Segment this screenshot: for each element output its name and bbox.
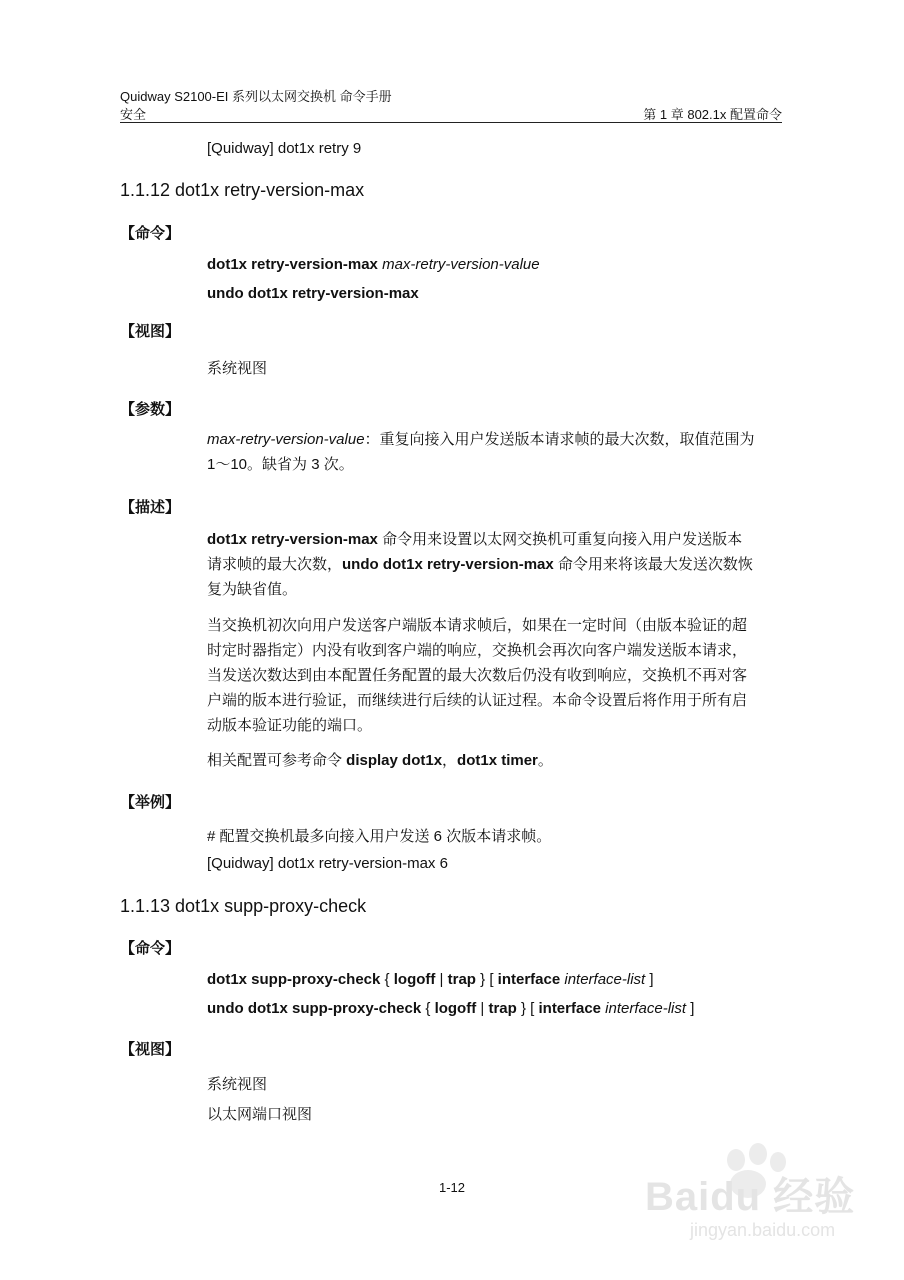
header-divider [120,122,782,123]
c1-bracket-close: ] [645,971,654,988]
example-command: [Quidway] dot1x retry-version-max 6 [207,855,448,872]
c1-brace-open: { [380,971,394,988]
command2-line-2 [207,1000,694,1017]
desc-text-1: 命令用来设置以太网交换机可重复向接入用户发送版本 [377,531,743,548]
tag-params: 【参数】 [120,401,181,418]
c1-interface: interface [497,971,561,988]
c1-logoff: logoff [393,971,436,988]
desc-text-3: 命令用来将该最大发送次数恢 [553,556,753,573]
command-param: max-retry-version-value [382,256,540,273]
top-example: [Quidway] dot1x retry 9 [207,140,362,157]
desc3-cmd-2: dot1x timer [457,752,538,769]
section-heading-1-1-13: 1.1.13 dot1x supp-proxy-check [120,896,367,916]
view2-text-1: 系统视图 [207,1076,268,1093]
desc2-line-5: 动版本验证功能的端口。 [207,717,373,734]
desc3-text-2: ， [442,752,458,769]
params-text [207,427,784,477]
desc-text-4: 复为缺省值。 [207,581,298,598]
c1-brace-close: } [ [475,971,498,988]
section-heading-1-1-12: 1.1.12 dot1x retry-version-max [120,180,365,200]
header-chapter: 第 1 章 802.1x 配置命令 [643,107,782,122]
desc2-line-4: 户端的版本进行验证，而继续进行后续的认证过程。本命令设置后将作用于所有启 [207,692,748,709]
page-number: 1-12 [438,1180,466,1195]
desc3-text-3: 。 [537,752,553,769]
description-para-3 [207,748,784,773]
c2-brace-close: } [ [516,1000,539,1017]
desc-cmd-2: undo dot1x retry-version-max [342,556,554,573]
view2-text-2: 以太网端口视图 [207,1106,313,1123]
c1-interface-list: interface-list [560,971,646,988]
command-line-2 [207,285,419,302]
command2-line-1 [207,971,654,988]
desc2-line-3: 当发送次数达到由本配置任务配置的最大次数后仍没有收到响应，交换机不再对客 [207,667,748,684]
command-undo: undo dot1x retry-version-max [207,285,419,302]
watermark-url: jingyan.baidu.com [690,1220,836,1240]
header-title: Quidway S2100-EI 系列以太网交换机 命令手册 [120,89,392,104]
c2-bracket-close: ] [686,1000,695,1017]
command-line-1 [207,256,540,273]
command-keyword: dot1x retry-version-max [207,256,378,273]
c2-interface: interface [538,1000,602,1017]
tag-description: 【描述】 [120,499,181,516]
watermark-brand: Baidu 经验 [645,1175,856,1219]
param-name: max-retry-version-value [207,431,365,448]
description-para-1 [207,527,784,602]
example-comment: # 配置交换机最多向接入用户发送 6 次版本请求帧。 [207,828,552,845]
header-subtitle: 安全 [120,107,147,122]
c2-keyword: undo dot1x supp-proxy-check [207,1000,422,1017]
desc3-text-1: 相关配置可参考命令 [207,752,347,769]
tag-command: 【命令】 [120,225,181,242]
view-text: 系统视图 [207,360,268,377]
c2-pipe: | [476,1000,489,1017]
desc2-line-1: 当交换机初次向用户发送客户端版本请求帧后，如果在一定时间（由版本验证的超 [207,617,748,634]
param-desc-2: 1～10。缺省为 3 次。 [207,456,354,473]
c2-interface-list: interface-list [601,1000,687,1017]
desc3-cmd-1: display dot1x [346,752,443,769]
tag-view-2: 【视图】 [120,1041,181,1058]
tag-command-2: 【命令】 [120,940,181,957]
c1-trap: trap [447,971,476,988]
tag-example: 【举例】 [120,794,181,811]
desc2-line-2: 时定时器指定）内没有收到客户端的响应，交换机会再次向客户端发送版本请求， [207,642,748,659]
c1-pipe: | [435,971,448,988]
tag-view: 【视图】 [120,323,181,340]
desc-cmd-1: dot1x retry-version-max [207,531,378,548]
param-desc-1: ：重复向接入用户发送版本请求帧的最大次数，取值范围为 [364,431,755,448]
desc-text-2: 请求帧的最大次数， [207,556,343,573]
c2-brace-open: { [421,1000,435,1017]
c2-logoff: logoff [434,1000,477,1017]
description-para-2 [207,613,784,738]
c2-trap: trap [488,1000,517,1017]
c1-keyword: dot1x supp-proxy-check [207,971,381,988]
